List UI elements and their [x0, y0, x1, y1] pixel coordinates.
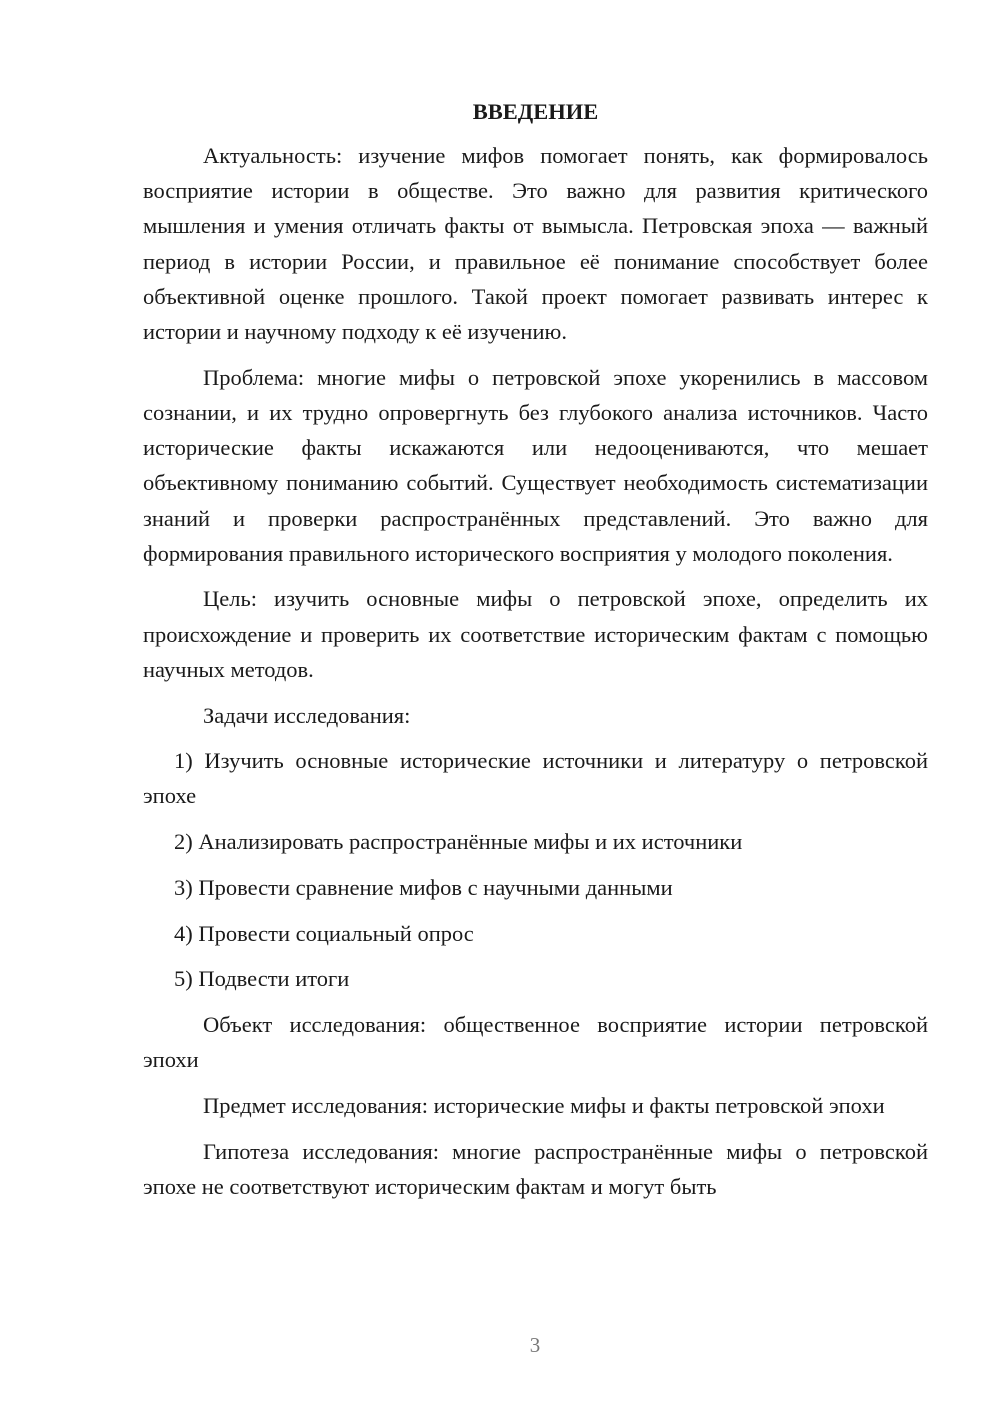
page-content — [143, 96, 928, 1214]
paragraph-problem: Проблема: многие мифы о петровской эпохе укоренились в массовом сознании, и их трудно опровергнуть без глубокого анализа источников. Часто исторические факты искажаются или недооцениваются, что мешает объективному пониманию событий. Существует необходимость систематизации знаний и проверки распространённых представлений. Это важно для формирования правильного исторического восприятия у молодого поколения. — [143, 364, 928, 566]
section-title: ВВЕДЕНИЕ — [472, 99, 599, 124]
paragraph-goal: Цель: изучить основные мифы о петровской эпохе, определить их происхождение и проверить их соответствие историческим фактам с помощью научных методов. — [143, 586, 928, 682]
task-item-5: 5) Подвести итоги — [174, 966, 350, 992]
paragraph-object: Объект исследования: общественное восприятие истории петровской эпохи — [143, 1011, 928, 1073]
paragraph-hypothesis: Гипотеза исследования: многие распространённые мифы о петровской эпохе не соответствуют историческим фактам и могут быть — [143, 1138, 928, 1199]
task-item-2: 2) Анализировать распространённые мифы и их источники — [174, 829, 743, 855]
task-item-1: 1) Изучить основные исторические источники и литературу о петровской эпохе — [143, 748, 928, 809]
task-item-3: 3) Провести сравнение мифов с научными данными — [174, 874, 673, 900]
paragraph-tasks-heading: Задачи исследования: — [203, 702, 411, 728]
paragraph-relevance: Актуальность: изучение мифов помогает понять, как формировалось восприятие истории в обществе. Это важно для развития критического мышления и умения отличать факты от вымысла. Петровская эпоха — важный период в истории России, и правильное её понимание способствует более объективной оценке прошлого. Такой проект помогает развивать интерес к истории и научному подходу к её изучению. — [143, 143, 928, 345]
paragraph-subject: Предмет исследования: исторические мифы и факты петровской эпохи — [203, 1092, 885, 1118]
task-item-4: 4) Провести социальный опрос — [174, 920, 474, 946]
page-number: 3 — [529, 1333, 541, 1357]
